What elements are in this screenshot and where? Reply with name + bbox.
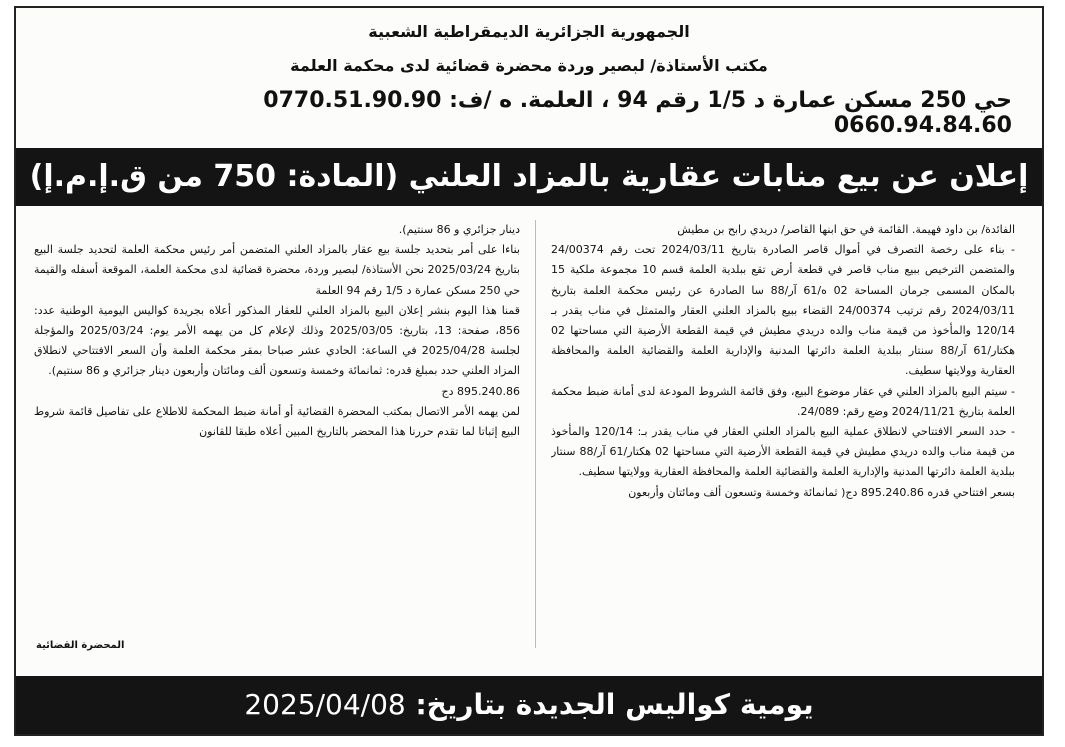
address-text: حي 250 مسكن عمارة د 1/5 رقم 94 ، العلمة. ه /ف: xyxy=(449,88,1012,113)
phone-number-2: 0660.94.84.60 xyxy=(833,113,1012,138)
office-name: مكتب الأستاذة/ لبصير وردة محضرة قضائية لدى محكمة العلمة xyxy=(290,56,768,75)
newspaper-footer xyxy=(16,676,1042,734)
left-text-column xyxy=(34,220,520,648)
paragraph: - حدد السعر الافتتاحي لانطلاق عملية البيع بالمزاد العلني العقار في مناب يقدر بـ: 120/14 والمأخوذ من قيمة مناب والده دريدي مطيش في قيمة القطعة الأرضية التي مساحتها 02 هكتار/61 آر/88 سنتار ببلدية العلمة دائرتها المدنية والإدارية العلمة والقضائية العلمة والمحافظة العقارية وولايتها سطيف. xyxy=(551,425,1015,479)
paragraph: لمن يهمه الأمر الاتصال بمكتب المحضرة القضائية أو أمانة ضبط المحكمة للاطلاع على تفاصيل قائمة شروط البيع إثباتا لما تقدم حررنا هذا المحضر بالتاريخ المبين أعلاه طبقا للقانون xyxy=(34,404,520,439)
paragraph: - بناء على رخصة التصرف في أموال قاصر الصادرة بتاريخ 2024/03/11 تحت رقم 24/00374 والمتضمن الترخيص ببيع مناب قاصر في قطعة أرض تقع ببلدية العلمة قسم 10 مجموعة ملكية 15 بالمكان المسمى جرمان المساحة 02 ه/61 آر/88 سا الصادرة عن رئيس محكمة العلمة بتاريخ 2024/03/11 رقم ترتيب 24/00374 القضاء ببيع بالمزاد العلني العقار والمتمثل في مناب يقدر بـ 120/14 والمأخوذ من قيمة مناب والده دريدي مطيش في قيمة القطعة الأرضية التي مساحتها 02 هكتار/61 آر/88 سنتار ببلدية العلمة دائرتها المدنية والإدارية العلمة والقضائية العلمة والمحافظة العقارية وولايتها سطيف. xyxy=(551,243,1015,378)
notice-header xyxy=(16,8,1042,138)
column-divider xyxy=(535,220,536,648)
legal-notice-page xyxy=(14,6,1044,736)
publication-date: 2025/04/08 xyxy=(244,688,406,721)
paragraph: دينار جزائري و 86 سنتيم). xyxy=(398,223,520,236)
signature-label: المحضرة القضائية xyxy=(36,640,125,651)
right-text-column xyxy=(551,220,1015,648)
notice-title: إعلان عن بيع منابات عقارية بالمزاد العلني (المادة: 750 من ق.إ.م.إ) xyxy=(16,148,1042,206)
phone-number-1: 0770.51.90.90 xyxy=(263,88,442,113)
paragraph: قمنا هذا اليوم بنشر إعلان البيع بالمزاد العلني للعقار المذكور أعلاه بجريدة كواليس اليومية الوطنية عدد: 856، صفحة: 13، بتاريخ: 2025/03/05 وذلك لإعلام كل من يهمه الأمر يوم: 2025/03/24 والمؤجلة لجلسة 2025/04/28 في الساعة: الحادي عشر صباحا بمقر محكمة العلمة وأن السعر الافتتاحي لانطلاق المزاد العلني حدد بمبلغ قدره: ثمانمائة وخمسة وتسعون ألف ومائتان وأربعون دينار جزائري و 86 سنتيم). xyxy=(34,303,520,378)
republic-name: الجمهورية الجزائرية الديمقراطية الشعبية xyxy=(368,22,690,41)
paragraph: - سيتم البيع بالمزاد العلني في عقار موضوع البيع، وفق قائمة الشروط المودعة لدى أمانة ضبط محكمة العلمة بتاريخ 2024/11/21 وضع رقم: 24/089. xyxy=(551,384,1015,418)
paragraph: بناءا على أمر بتحديد جلسة بيع عقار بالمزاد العلني المتضمن أمر رئيس محكمة العلمة لتحديد جلسة البيع بتاريخ 2025/03/24 نحن الأستاذة/ لبصير وردة، محضرة قضائية لدى محكمة العلمة، الموقعة أسفله والقيمة حي 250 مسكن عمارة د 1/5 رقم 94 العلمة xyxy=(34,243,520,297)
paragraph: بسعر افتتاحي قدره 895.240.86 دج( ثمانمائة وخمسة وتسعون ألف ومائتان وأربعون xyxy=(628,485,1015,499)
office-address xyxy=(46,88,1012,138)
paragraph: الفائدة/ بن داود فهيمة. القائمة في حق ابنها القاصر/ دريدي رابح بن مطيش xyxy=(677,223,1015,236)
paragraph: 895.240.86 دج xyxy=(441,384,520,398)
footer-label: يومية كواليس الجديدة بتاريخ: xyxy=(415,688,814,721)
